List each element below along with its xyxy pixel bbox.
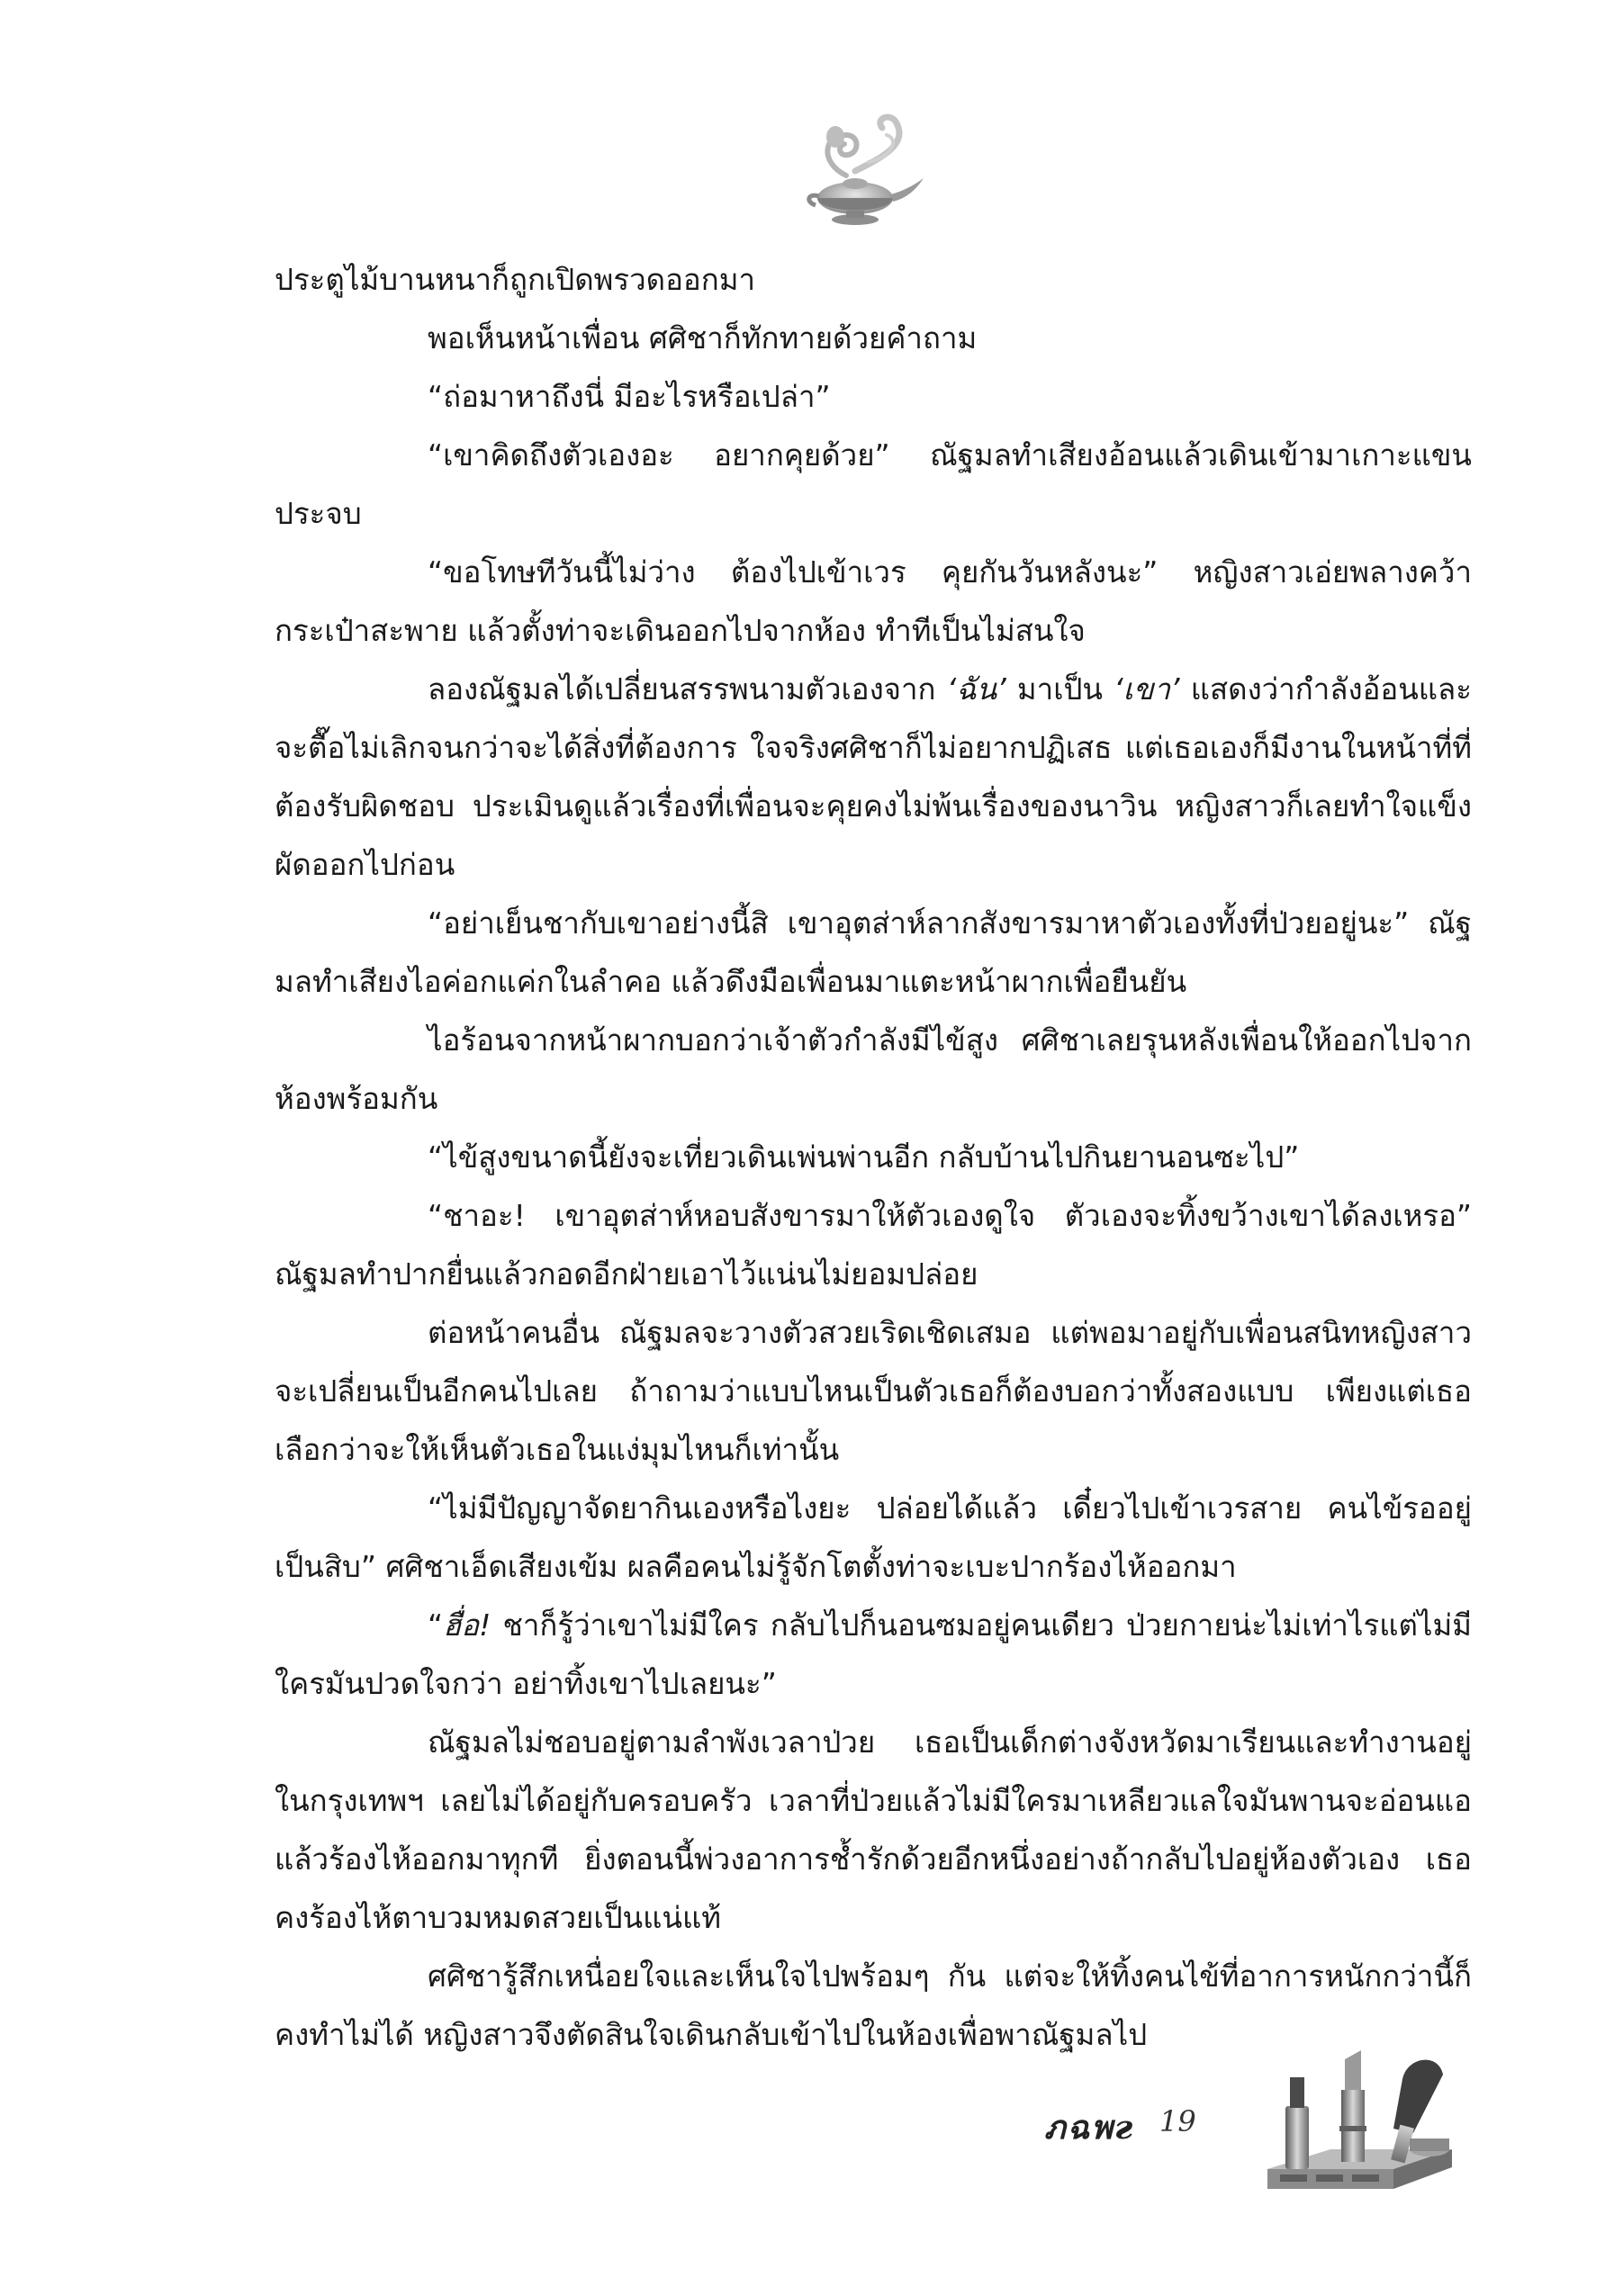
page-number: 19 [1159,2104,1196,2138]
paragraph: ณัฐมลไม่ชอบอยู่ตามลำพังเวลาป่วย เธอเป็นเด็กต่างจังหวัดมาเรียนและทำงานอยู่ในกรุงเทพฯ เลยไม่ได้อยู่กับครอบครัว เวลาที่ป่วยแล้วไม่มีใครมาเหลียวแลใจมันพานจะอ่อนแอแล้วร้องไห้ออกมาทุกที ยิ่งตอนนี้พ่วงอาการช้ำรักด้วยอีกหนึ่งอย่างถ้ากลับไปอยู่ห้องตัวเอง เธอคงร้องไห้ตาบวมหมดสวยเป็นแน่แท้ [275,1724,1472,1935]
text-segment: ชาก็รู้ว่าเขาไม่มีใคร กลับไปก็นอนซมอยู่คนเดียว ป่วยกายน่ะไม่เท่าไรแต่ไม่มีใครมันปวดใจกว่า อย่าทิ้งเขาไปเลยนะ” [275,1607,1472,1701]
page-footer [1044,2088,1494,2223]
paragraph: “อย่าเย็นชากับเขาอย่างนี้สิ เขาอุตส่าห์ลากสังขารมาหาตัวเองทั้งที่ป่วยอยู่นะ” ณัฐมลทำเสียงไอค่อกแค่กในลำคอ แล้วดึงมือเพื่อนมาแตะหน้าผากเพื่อยืนยัน [275,905,1472,999]
paragraph: “ขอโทษทีวันนี้ไม่ว่าง ต้องไปเข้าเวร คุยกันวันหลังนะ” หญิงสาวเอ่ยพลางคว้ากระเป๋าสะพาย แล้วตั้งท่าจะเดินออกไปจากห้อง ทำทีเป็นไม่สนใจ [275,554,1472,648]
paragraph [275,660,1472,894]
paragraph: “ไข้สูงขนาดนี้ยังจะเที่ยวเดินเพ่นพ่านอีก กลับบ้านไปกินยานอนซะไป” [428,1139,1300,1175]
paragraph: “เขาคิดถึงตัวเองอะ อยากคุยด้วย” ณัฐมลทำเสียงอ้อนแล้วเดินเข้ามาเกาะแขนประจบ [275,437,1472,531]
text-segment: ลองณัฐมลได้เปลี่ยนสรรพนามตัวเองจาก [428,671,947,707]
magic-lamp-ornament-icon [792,108,927,234]
paragraph [275,1596,1472,1713]
cosmetics-ornament-icon [1258,2043,1465,2205]
paragraph: ประตูไม้บานหนาก็ถูกเปิดพรวดออกมา [275,262,755,297]
paragraph: “ถ่อมาหาถึงนี่ มีอะไรหรือเปล่า” [428,379,831,414]
text-segment: “ [428,1607,444,1643]
body-text [275,250,1472,2064]
paragraph: ต่อหน้าคนอื่น ณัฐมลจะวางตัวสวยเริดเชิดเสมอ แต่พอมาอยู่กับเพื่อนสนิทหญิงสาวจะเปลี่ยนเป็นอีกคนไปเลย ถ้าถามว่าแบบไหนเป็นตัวเธอก็ต้องบอกว่าทั้งสองแบบ เพียงแต่เธอเลือกว่าจะให้เห็นตัวเธอในแง่มุมไหนก็เท่านั้น [275,1315,1472,1467]
paragraph: “ชาอะ! เขาอุตส่าห์หอบสังขารมาให้ตัวเองดูใจ ตัวเองจะทิ้งขว้างเขาได้ลงเหรอ” ณัฐมลทำปากยื่นแล้วกอดอีกฝ่ายเอาไว้แน่นไม่ยอมปล่อย [275,1198,1472,1292]
paragraph: ศศิชารู้สึกเหนื่อยใจและเห็นใจไปพร้อมๆ กัน แต่จะให้ทิ้งคนไข้ที่อาการหนักกว่านี้ก็คงทำไม่ได้ หญิงสาวจึงตัดสินใจเดินกลับเข้าไปในห้องเพื่อพาณัฐมลไป [275,1958,1472,2052]
paragraph: ไอร้อนจากหน้าผากบอกว่าเจ้าตัวกำลังมีไข้สูง ศศิชาเลยรุนหลังเพื่อนให้ออกไปจากห้องพร้อมกัน [275,1022,1472,1116]
book-title: ภฉพг [1044,2109,1135,2147]
paragraph: พอเห็นหน้าเพื่อน ศศิชาก็ทักทายด้วยคำถาม [428,320,978,356]
italic-text: ‘เขา’ [1114,671,1180,707]
text-segment: มาเป็น [1005,671,1114,707]
text-segment: แสดงว่ากำลังอ้อนและจะตื๊อไม่เลิกจนกว่าจะได้สิ่งที่ต้องการ ใจจริงศศิชาก็ไม่อยากปฏิเสธ แต่เธอเองก็มีงานในหน้าที่ที่ต้องรับผิดชอบ ประเมินดูแล้วเรื่องที่เพื่อนจะคุยคงไม่พ้นเรื่องของนาวิน หญิงสาวก็เลยทำใจแข็งผัดออกไปก่อน [275,671,1472,882]
paragraph: “ไม่มีปัญญาจัดยากินเองหรือไงยะ ปล่อยได้แล้ว เดี๋ยวไปเข้าเวรสาย คนไข้รออยู่เป็นสิบ” ศศิชาเอ็ดเสียงเข้ม ผลคือคนไม่รู้จักโตตั้งท่าจะเบะปากร้องไห้ออกมา [275,1490,1472,1584]
italic-text: ‘ฉัน’ [946,671,1006,707]
italic-text: ฮื่อ! [443,1607,491,1643]
